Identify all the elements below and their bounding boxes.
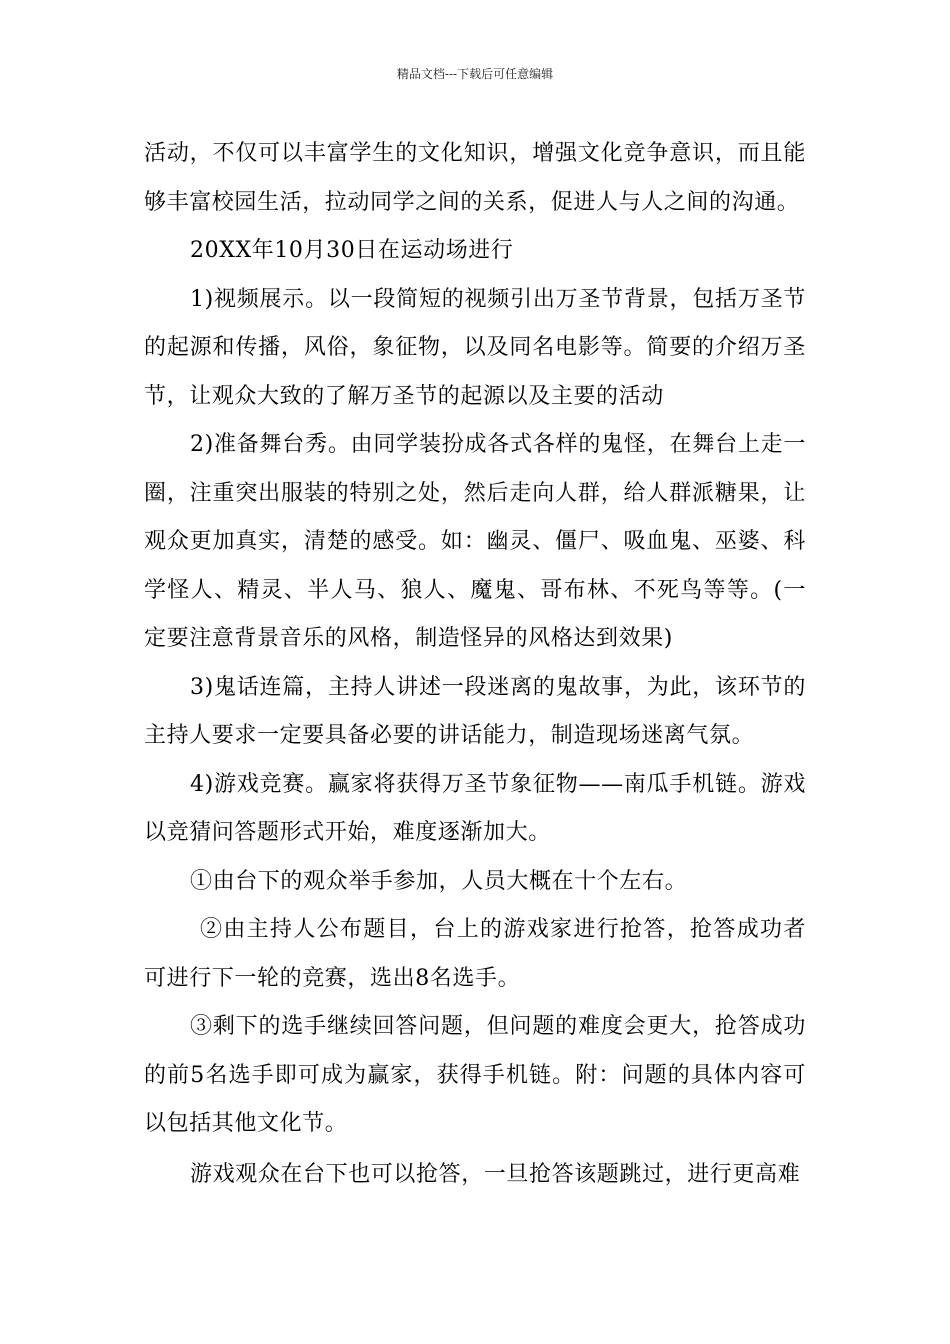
paragraph-game: 4)游戏竞赛。赢家将获得万圣节象征物——南瓜手机链。游戏以竞猜问答题形式开始，难度逐渐加大。 xyxy=(144,771,806,845)
document-body xyxy=(144,130,806,1199)
paragraph-step-1: ①由台下的观众举手参加，人员大概在十个左右。 xyxy=(190,868,688,894)
paragraph-date: 20XX年10月30日在运动场进行 xyxy=(190,238,514,263)
paragraph-stage-show: 2)准备舞台秀。由同学装扮成各式各样的鬼怪，在舞台上走一圈，注重突出服装的特别之处，然后走向人群，给人群派糖果，让观众更加真实，清楚的感受。如：幽灵、僵尸、吸血鬼、巫婆、科学怪人、精灵、半人马、狼人、魔鬼、哥布林、不死鸟等等。(一定要注意背景音乐的风格，制造怪异的风格达到效果) xyxy=(144,432,806,651)
paragraph-step-3: ③剩下的选手继续回答问题，但问题的难度会更大，抢答成功的前5名选手即可成为赢家，获得手机链。附：问题的具体内容可以包括其他文化节。 xyxy=(144,1014,806,1136)
paragraph-intro: 活动，不仅可以丰富学生的文化知识，增强文化竞争意识，而且能够丰富校园生活，拉动同学之间的关系，促进人与人之间的沟通。 xyxy=(144,141,806,215)
paragraph-step-2: ②由主持人公布题目，台上的游戏家进行抢答，抢答成功者可进行下一轮的竞赛，选出8名选手。 xyxy=(144,917,806,991)
paragraph-audience: 游戏观众在台下也可以抢答，一旦抢答该题跳过，进行更高难 xyxy=(190,1161,801,1187)
paragraph-video: 1)视频展示。以一段简短的视频引出万圣节背景，包括万圣节的起源和传播，风俗，象征物，以及同名电影等。简要的介绍万圣节，让观众大致的了解万圣节的起源以及主要的活动 xyxy=(144,286,806,409)
paragraph-ghost-stories: 3)鬼话连篇，主持人讲述一段迷离的鬼故事，为此，该环节的主持人要求一定要具备必要的讲话能力，制造现场迷离气氛。 xyxy=(144,674,806,748)
page-header: 精品文档---下载后可任意编辑 xyxy=(396,67,554,81)
